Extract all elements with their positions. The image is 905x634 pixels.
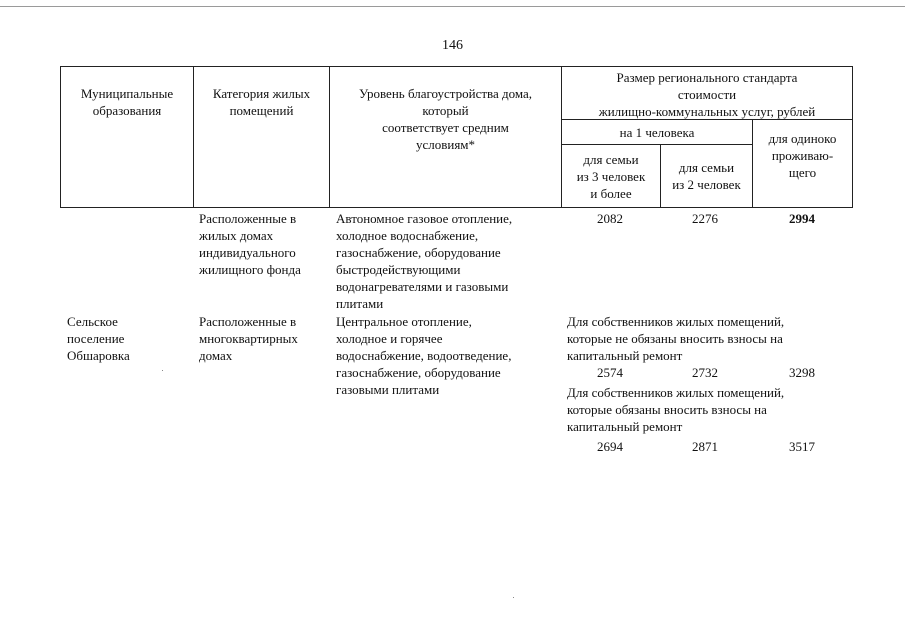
header-category-text: Категория жилых помещений [212, 86, 311, 118]
header-per-person-text: на 1 человека [619, 125, 695, 140]
row1-value-family2: 2276 [692, 211, 718, 226]
header-standard-title [561, 66, 853, 120]
header-family3 [561, 144, 661, 208]
row2-municipality: Сельское поселение Обшаровка [67, 314, 130, 363]
page-number: 146 [442, 38, 463, 53]
header-level-text: Уровень благоустройства дома, который соответствует средним условиям* [358, 86, 533, 152]
row1-value-family3: 2082 [597, 211, 623, 226]
header-level [329, 66, 562, 208]
header-single-text: для одиноко проживаю- щего [768, 131, 837, 180]
row2-category: Расположенные в многоквартирных домах [199, 314, 298, 363]
row2-note-capital-repair: Для собственников жилых помещений, которые обязаны вносить взносы на капитальный ремонт [567, 385, 785, 434]
header-single [752, 119, 853, 208]
header-per-person [561, 119, 753, 145]
row2b-value-single: 3517 [789, 439, 815, 454]
row1-category: Расположенные в жилых домах индивидуального жилищного фонда [199, 211, 301, 277]
row2-level: Центральное отопление, холодное и горячее водоснабжение, водоотведение, газоснабжение, оборудование газовыми плитами [336, 314, 512, 397]
row1-level: Автономное газовое отопление, холодное водоснабжение, газоснабжение, оборудование быстродействующими водонагревателями и газовыми плитами [336, 211, 513, 311]
row2b-value-family2: 2871 [692, 439, 718, 454]
header-family2 [660, 144, 753, 208]
scan-speck [162, 370, 163, 371]
scan-speck [513, 597, 514, 598]
header-standard-title-text: Размер регионального стандарта стоимости жилищно-коммунальных услуг, рублей [598, 70, 816, 119]
header-municipality [60, 66, 194, 208]
header-municipality-text: Муниципальные образования [80, 86, 174, 118]
row1-value-single: 2994 [789, 211, 815, 226]
row2a-value-family3: 2574 [597, 365, 623, 380]
row2-note-no-capital-repair: Для собственников жилых помещений, которые не обязаны вносить взносы на капитальный ремонт [567, 314, 785, 363]
header-category [193, 66, 330, 208]
scan-edge-line [0, 6, 905, 7]
row2b-value-family3: 2694 [597, 439, 623, 454]
header-family3-text: для семьи из 3 человек и более [576, 152, 646, 201]
header-family2-text: для семьи из 2 человек [672, 160, 741, 192]
row2a-value-family2: 2732 [692, 365, 718, 380]
row2a-value-single: 3298 [789, 365, 815, 380]
